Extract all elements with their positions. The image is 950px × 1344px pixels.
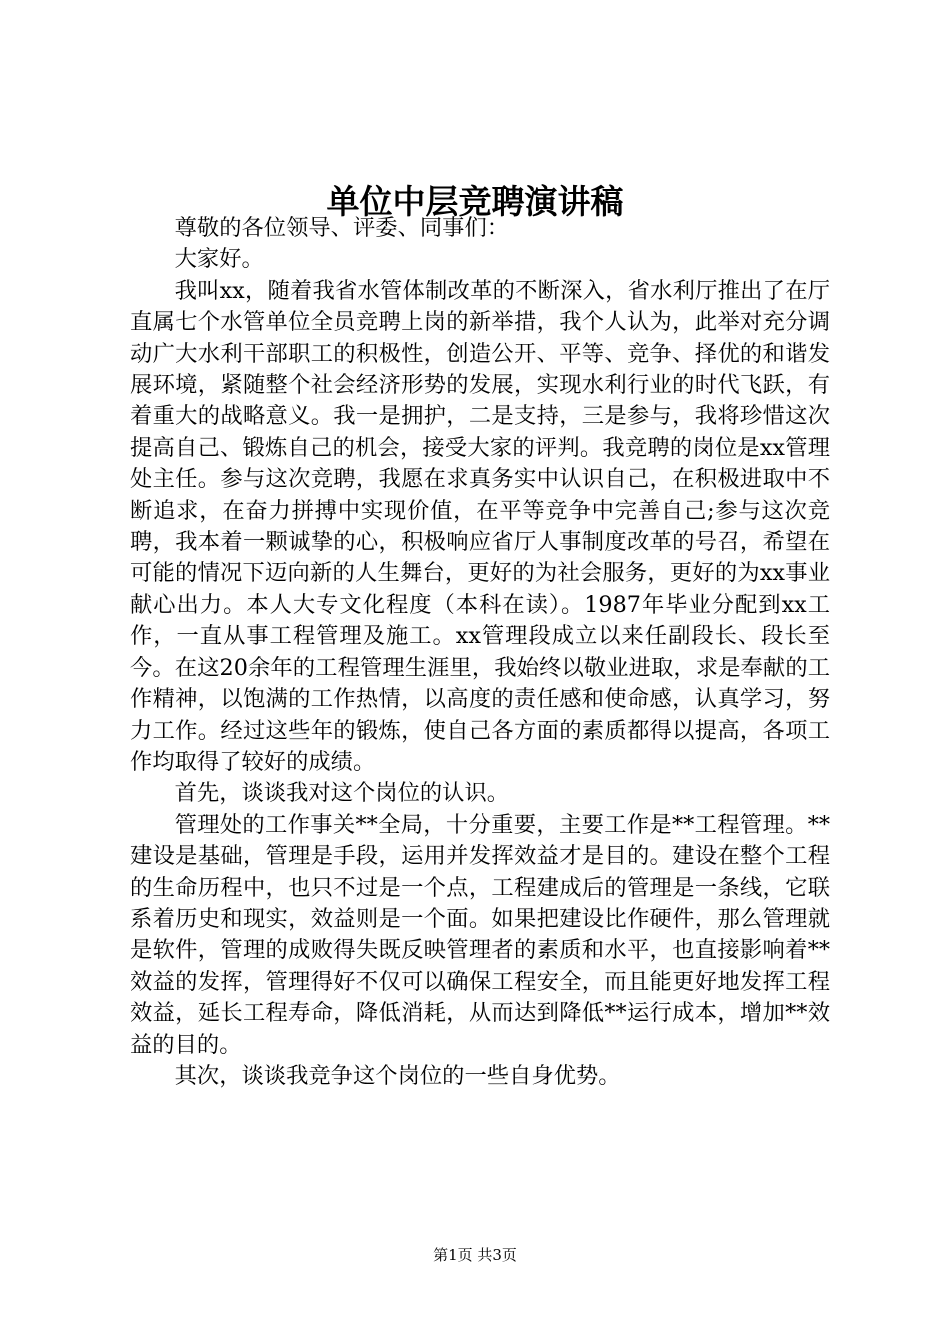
paragraph-greeting: 大家好。 <box>174 246 264 273</box>
document-body <box>130 213 830 1092</box>
paragraph-introduction: 我叫xx，随着我省水管体制改革的不断深入，省水利厅推出了在厅直属七个水管单位全员竞聘上岗的新举措，我个人认为，此举对充分调动广大水利干部职工的积极性，创造公开、平等、竞争、择优的和谐发展环境，紧随整个社会经济形势的发展，实现水利行业的时代飞跃，有着重大的战略意义。我一是拥护，二是支持，三是参与，我将珍惜这次提高自己、锻炼自己的机会，接受大家的评判。我竞聘的岗位是xx管理处主任。参与这次竞聘，我愿在求真务实中认识自己，在积极进取中不断追求，在奋力拼搏中实现价值，在平等竞争中完善自己;参与这次竞聘，我本着一颗诚挚的心，积极响应省厅人事制度改革的号召，希望在可能的情况下迈向新的人生舞台，更好的为社会服务，更好的为xx事业献心出力。本人大专文化程度（本科在读）。1987年毕业分配到xx工作，一直从事工程管理及施工。xx管理段成立以来任副段长、段长至今。在这20余年的工程管理生涯里，我始终以敬业进取，求是奉献的工作精神，以饱满的工作热情，以高度的责任感和使命感，认真学习，努力工作。经过这些年的锻炼，使自己各方面的素质都得以提高，各项工作均取得了较好的成绩。 <box>130 277 830 775</box>
paragraph-second-heading: 其次，谈谈我竞争这个岗位的一些自身优势。 <box>174 1062 621 1089</box>
page-footer: 第1页 共3页 <box>433 1246 517 1264</box>
paragraph-salutation: 尊敬的各位领导、评委、同事们： <box>174 215 510 241</box>
paragraph-role-understanding: 管理处的工作事关**全局，十分重要，主要工作是**工程管理。**建设是基础，管理是手段，运用并发挥效益才是目的。建设在整个工程的生命历程中，也只不过是一个点，工程建成后的管理是一条线，它联系着历史和现实，效益则是一个面。如果把建设比作硬件，那么管理就是软件，管理的成败得失既反映管理者的素质和水平，也直接影响着**效益的发挥，管理得好不仅可以确保工程安全，而且能更好地发挥工程效益，延长工程寿命，降低消耗，从而达到降低**运行成本，增加**效益的目的。 <box>130 811 830 1058</box>
document-title: 单位中层竞聘演讲稿 <box>326 182 624 221</box>
paragraph-first-heading: 首先，谈谈我对这个岗位的认识。 <box>174 780 510 807</box>
